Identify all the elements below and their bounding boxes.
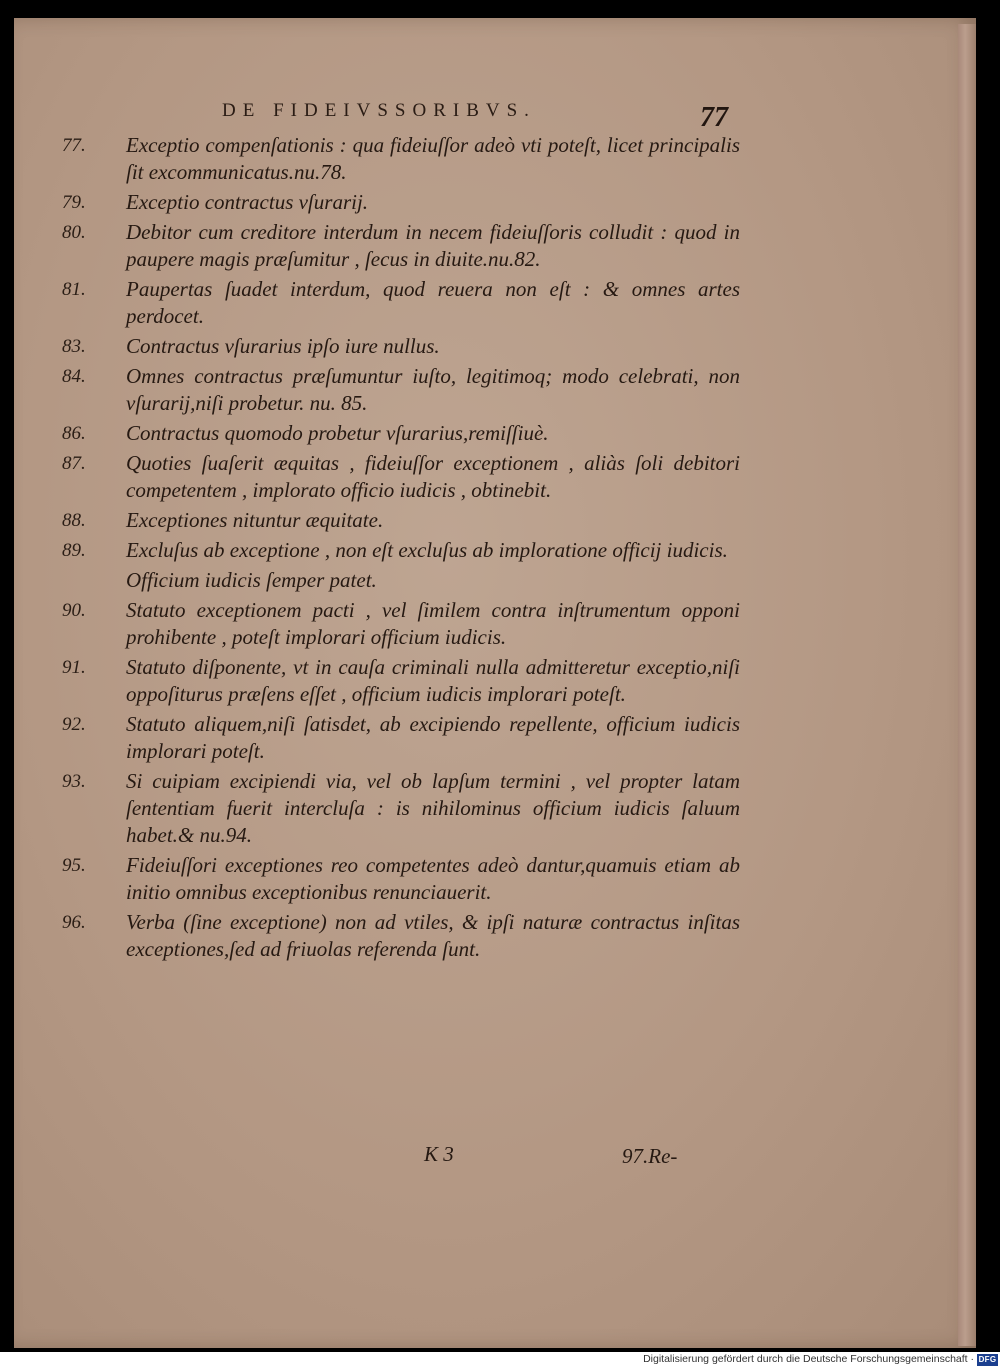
entry-text: Debitor cum creditore interdum in necem fideiuſſoris colludit : quod in paupere magis præſumitur , ſecus in diuite.nu.82. — [126, 220, 740, 271]
index-entry — [40, 189, 740, 216]
entry-text: Excluſus ab exceptione , non eſt excluſus ab imploratione officij iudicis. — [126, 538, 728, 562]
entry-number: 96. — [62, 912, 86, 933]
entry-number: 83. — [62, 336, 86, 357]
entry-number: 93. — [62, 771, 86, 792]
credit-bar — [0, 1352, 1000, 1371]
catchword: 97.Re- — [622, 1144, 678, 1168]
entry-text: Exceptio contractus vſurarij. — [126, 190, 369, 214]
entry-number: 80. — [62, 222, 86, 243]
entry-text: Statuto aliquem,niſi ſatisdet, ab excipiendo repellente, officium iudicis implorari poteſt. — [126, 712, 740, 763]
entry-number: 89. — [62, 540, 86, 561]
index-entry — [40, 768, 740, 849]
index-entries — [40, 132, 740, 966]
index-entry — [40, 909, 740, 963]
entry-text: Omnes contractus præſumuntur iuſto, legitimoq; modo celebrati, non vſurarij,niſi probetur. nu. 85. — [126, 364, 740, 415]
entry-number: 79. — [62, 192, 86, 213]
index-entry — [40, 711, 740, 765]
entry-text: Statuto diſponente, vt in cauſa criminali nulla admitteretur exceptio,niſi oppoſiturus præſens eſſet , officium iudicis implorari poteſt. — [126, 655, 740, 706]
index-entry — [40, 420, 740, 447]
credit-text: Digitalisierung gefördert durch die Deutsche Forschungsgemeinschaft · — [643, 1353, 974, 1365]
sub-entry: Officium iudicis ſemper patet. — [126, 568, 377, 592]
entry-number: 95. — [62, 855, 86, 876]
entry-text: Contractus vſurarius ipſo iure nullus. — [126, 334, 440, 358]
entry-number: 84. — [62, 366, 86, 387]
entry-text: Exceptio compenſationis : qua fideiuſſor adeò vti poteſt, licet principalis ſit excommunicatus.nu.78. — [126, 133, 740, 184]
entry-number: 86. — [62, 423, 86, 444]
entry-text: Quoties ſuaſerit æquitas , fideiuſſor exceptionem , aliàs ſoli debitori competentem , implorato officio iudicis , obtinebit. — [126, 451, 740, 502]
page-number: 77 — [700, 102, 728, 133]
entry-text: Fideiuſſori exceptiones reo competentes adeò dantur,quamuis etiam ab initio omnibus exceptionibus renunciauerit. — [126, 853, 740, 904]
index-entry — [40, 852, 740, 906]
entry-number: 92. — [62, 714, 86, 735]
entry-text: Contractus quomodo probetur vſurarius,remiſſiuè. — [126, 421, 549, 445]
index-entry — [40, 450, 740, 504]
entry-text: Verba (ſine exceptione) non ad vtiles, & ipſi naturæ contractus inſitas exceptiones,ſed ad friuolas referenda ſunt. — [126, 910, 740, 961]
entry-number: 90. — [62, 600, 86, 621]
index-entry — [40, 537, 740, 564]
entry-text: Statuto exceptionem pacti , vel ſimilem contra inſtrumentum opponi prohibente , poteſt implorari officium iudicis. — [126, 598, 740, 649]
index-entry — [40, 333, 740, 360]
index-entry — [40, 597, 740, 651]
page-edge — [958, 24, 976, 1346]
index-entry — [40, 276, 740, 330]
entry-number: 88. — [62, 510, 86, 531]
dfg-logo: DFG — [978, 1355, 997, 1364]
index-entry — [40, 507, 740, 534]
running-head: DE FIDEIVSSORIBVS. — [222, 100, 536, 121]
entry-number: 81. — [62, 279, 86, 300]
index-entry — [40, 132, 740, 186]
entry-text: Paupertas ſuadet interdum, quod reuera non eſt : & omnes artes perdocet. — [126, 277, 740, 328]
entry-number: 91. — [62, 657, 86, 678]
entry-number: 77. — [62, 135, 86, 156]
signature-mark: K 3 — [424, 1142, 454, 1166]
index-entry — [40, 219, 740, 273]
index-entry — [40, 654, 740, 708]
entry-text: Exceptiones nituntur æquitate. — [126, 508, 384, 532]
entry-number: 87. — [62, 453, 86, 474]
index-entry — [40, 363, 740, 417]
entry-text: Si cuipiam excipiendi via, vel ob lapſum termini , vel propter latam ſententiam fuerit intercluſa : is nihilominus officium iudicis ſaluum habet.& nu.94. — [126, 769, 740, 847]
